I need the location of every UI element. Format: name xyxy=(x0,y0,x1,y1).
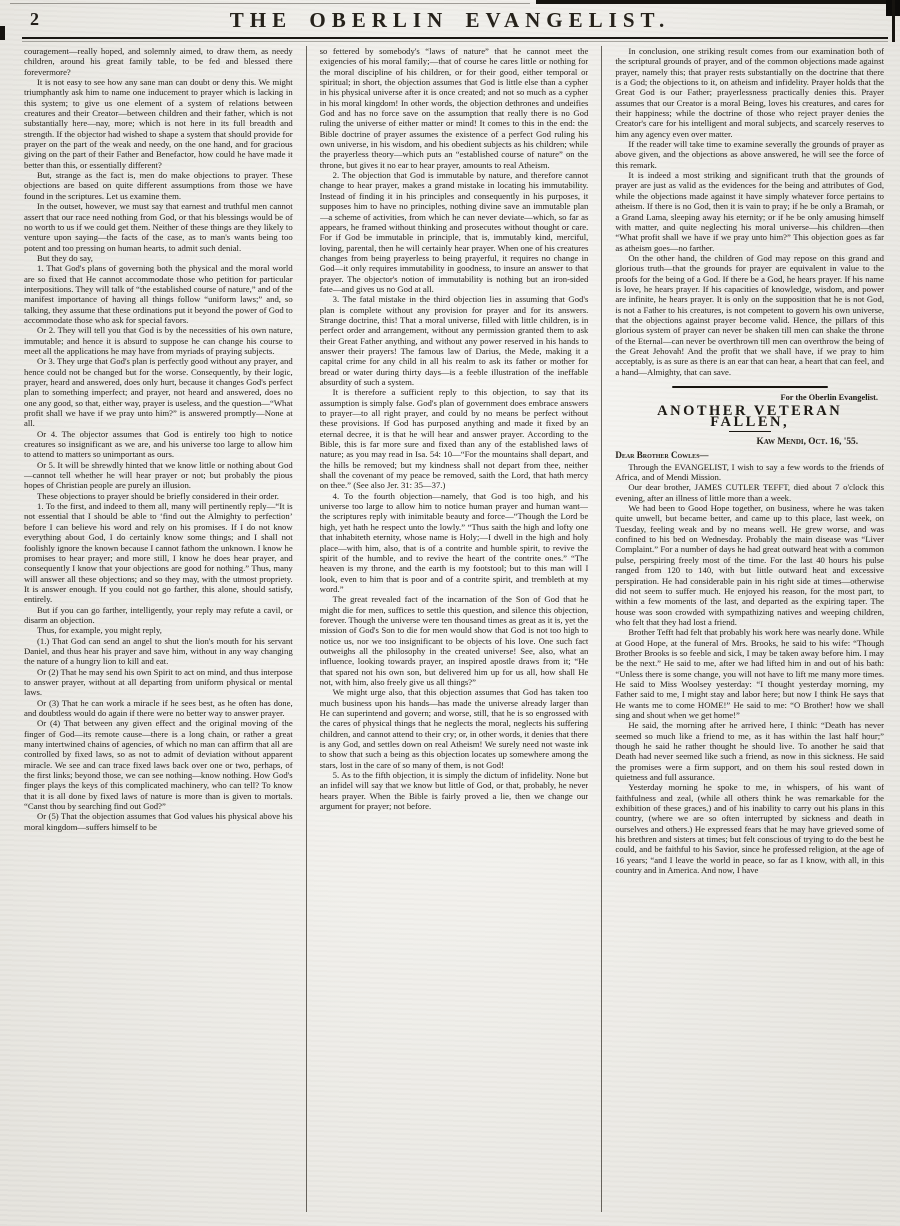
paragraph: We had been to Good Hope together, on business, where he was taken quite unwell, but became better, and came up to this place, last week, on Tuesday, feeling weak and by no means well. He grew worse, and was confined to his bed on Wednesday. Probably the main disease was “Liver Complaint.” For a number of days he had great outward heat with a common pulse, perspiring freely most of the time. For the last 40 hours his pulse ranged from 120 to 140, with but little outward heat and excessive perspiration. He had considerable pain in his right side at times—otherwise did not seem to suffer much. He enjoyed his reason, for the most part, to within a few moments of the last, and departed as the expiring taper. The house was soon crowded with sympathizing natives and weeping children, who felt that they had lost a friend. xyxy=(615,503,885,627)
credit: For the Oberlin Evangelist. xyxy=(780,393,879,402)
paragraph: But if you can go farther, intelligently, your reply may refute a cavil, or disarm an objection. xyxy=(24,604,293,625)
paragraph: He said, the morning after he arrived here, I think: “Death has never seemed so much like a friend to me, as it has within the last half hour;” though he said he rather thought he should live. To another he said that Death had never seemed like such a friend, as now in this sickness. He said the promises were a firm support, and on them his soul rested down in quietness and full assurance. xyxy=(615,720,885,783)
masthead xyxy=(0,0,900,40)
paragraph: Yesterday morning he spoke to me, in whispers, of his want of faithfulness and zeal, (while all others think he was remarkable for the exhibition of these graces,) and of his inability to carry out his plans in this country, (where we are so often interrupted by sickness and death in ourselves and others.) He expressed fears that he may have grieved some of his brethren and sisters at times; but felt conscious of trying to do the best he could, and be faithful to his Savior, since he professed religion, at the age of 16 years; “and I leave the world in peace, so far as I know, with all, in this country and in America. And now, I have xyxy=(615,782,885,876)
masthead-rule xyxy=(22,37,888,39)
masthead-rule-shadow xyxy=(22,41,888,42)
paragraph: 1. To the first, and indeed to them all, many will pertinently reply—“It is not essential that I should be able to ‘find out the Almighty to perfection’ before I can believe his word and rely on his promises. If I do not know everything about God, I do certainly know some things; and I shall not foolishly ignore the known because I cannot fathom the unknown. I know he promises to hear prayer; and more still, I know he does hear prayer, and consequently I know that your objections are good for nothing.” Thus, many will answer all these objections; and so they may, with the utmost propriety. It is answer enough. If you could not go farther, this alone, should satisfy, entirely. xyxy=(24,501,293,605)
paragraph: couragement—really hoped, and solemnly aimed, to draw them, as needy children, around his great family table, to be fed and blessed there forevermore? xyxy=(24,46,293,77)
divider-rule xyxy=(672,386,828,388)
paper-title: THE OBERLIN EVANGELIST. xyxy=(229,8,671,32)
paragraph: 1. That God's plans of governing both the physical and the moral world are so fixed that He cannot accommodate those who petition for particular interpositions. They will talk of “the established course of nature,” and of the manifest importance of having all things follow “uniform laws;” and, so talking, they assume that these ordinations put it beyond the power of God to accommodate those who ask for special favors. xyxy=(24,263,293,325)
paragraph: Through the EVANGELIST, I wish to say a few words to the friends of Africa, and of Mendi Mission. xyxy=(615,461,885,483)
column-1 xyxy=(24,46,293,1214)
paragraph: Or 2. They will tell you that God is by the necessities of his own nature, immutable; and hence it is absurd to suppose he can change his course to meet all the applications he may have from myriads of praying subjects. xyxy=(24,325,293,356)
paragraph: These objections to prayer should be briefly considered in their order. xyxy=(37,490,279,501)
page-number: 2 xyxy=(30,9,39,29)
paragraph: Or (2) That he may send his own Spirit to act on mind, and thus interpose to answer prayer, without at all departing from uniform physical or mental laws. xyxy=(24,666,293,698)
paragraph: Thus, for example, you might reply, xyxy=(37,625,162,636)
paragraph: But, strange as the fact is, men do make objections to prayer. These objections are based on quite different assumptions from those we have found in the scriptures. Let us examine them. xyxy=(24,170,293,201)
column-2 xyxy=(320,46,589,1214)
paragraph: 3. The fatal mistake in the third objection lies in assuming that God's plan is complete without any provision for prayer and for its answers. Strange doctrine, this! That a moral universe, filled with little children, is in perfect order and arrangement, without any permission granted them to ask their Great Father anything, and without any power reserved in his hands to answer their prayers! The famous law of Darius, the Mede, making it a capital crime for any child in all his realm to ask its father or mother for bread or water during thirty days—is a feeble illustration of the ineffable absurdity of such a system. xyxy=(319,294,589,387)
paragraph: But they do say, xyxy=(37,252,93,263)
paragraph: Or 5. It will be shrewdly hinted that we know little or nothing about God—cannot tell whether he will hear prayer or not; but probably the pious hopes of Christian people are purely an illusion. xyxy=(24,459,293,491)
paragraph: (1.) That God can send an angel to shut the lion's mouth for his servant Daniel, and thus hear his prayer and save him, without in any way changing the nature of a hungry lion to kill and eat. xyxy=(24,635,293,667)
dateline: Kaw Mendi, Oct. 16, '55. xyxy=(756,437,859,448)
paragraph: Or (3) That he can work a miracle if he sees best, as he often has done, and doubtless would do again if there were no better way to answer prayer. xyxy=(24,697,293,718)
paragraph: Or (4) That between any given effect and the original moving of the finger of God—its remote cause—there is a long chain, or rather a great many intertwined chains of agencies, of which no man can affirm that all are controlled by fixed laws, so as not to admit of deviation without apparent miracle. We see and can trace fixed laws back over one or two, perhaps, of the first links; beyond those, we can see nothing—know nothing. How God's finger plays the keys of this complicated machinery, who can tell? To know that it is all done by fixed laws of nature is more than is given to mortals. “Canst thou by searching find out God?” xyxy=(24,718,293,812)
paragraph: It is therefore a sufficient reply to this objection, to say that its assumption is simply false. God's plan of government does embrace answers to prayer—to all right prayer, and could by no means be perfect without these provisions. If God has purposed anything and made it fixed by an eternal decree, it is that he will hear and answer prayer. According to the Bible, this is far more sure and fixed than any of the established laws of nature; as you may read in Isa. 54: 10—“For the mountains shall depart, and the hills be removed; but my kindness shall not depart from thee, neither shall the covenant of my peace be removed, saith the Lord, that hath mercy on thee.” (See also Jer. 31: 35—37.) xyxy=(319,387,589,491)
paragraph: 4. To the fourth objection—namely, that God is too high, and his universe too large to allow him to notice human prayer and human want—the scriptures reply with inimitable beauty and force—“Though the Lord be high, yet hath he respect unto the lowly.” “Thus saith the high and lofty one that inhabiteth eternity, whose name is Holy;—I dwell in the high and holy place—with him, also, that is of a contrite and humble spirit, to revive the spirit of the humble, and to revive the heart of the contrite ones.” “The heaven is my throne, and the earth is my footstool; but to this man will I look, even to him that is poor and of a contrite spirit, and trembleth at my word.” xyxy=(319,490,589,594)
salutation: Dear Brother Cowles— xyxy=(615,450,709,461)
column-divider-2 xyxy=(601,46,602,1212)
paragraph: It is not easy to see how any sane man can doubt or deny this. We might triumphantly ask him to name one inducement to prayer which is lacking in this system; to give us one element of a system of relations between creatures and their Creator—between children and their father, which is not substantially here—nay, more; which is not here in its full breadth and strength. If the objector had wished to shape a system that should provide for prayer on the part of the weak and needy, on the one hand, and for gracious giving on the part of their Father and Benefactor, how could he have made it better than this, or essentially different? xyxy=(24,77,293,170)
paragraph: 5. As to the fifth objection, it is simply the dictum of infidelity. None but an infidel will say that we know but little of God, or that, probably, he never hears prayer. When the Bible is fairly proved a lie, then we change our argument for prayer; not before. xyxy=(319,770,589,812)
paragraph: 2. The objection that God is immutable by nature, and therefore cannot change to hear prayer, makes a grand mistake in locating his immutability. Instead of finding it in his principles and consequently in his purposes, it supposes him to have no principles, nothing divine save an immutable plan—a scheme of activities, from which he can never deviate—which, so far as appears, he framed without thinking and prosecutes without thought or care. For if God be immutable in principle, that is, immutably kind, merciful, loving, parental, then he will certainly hear prayer. When one of his creatures changes from being prayerless to being prayerful, it requires no change in God—it only requires immutability in goodness, to insure an answer to that prayer. The objector's notion of immutability is nothing but an iron-sided fate—and gives us no God at all. xyxy=(319,170,589,294)
paragraph: Our dear brother, JAMES CUTLER TEFFT, died about 7 o'clock this evening, after an illness of little more than a week. xyxy=(615,482,885,503)
paragraph: The great revealed fact of the incarnation of the Son of God that he might die for men, suffices to settle this question, and silence this objection, forever. Though the universe were ten thousand times as great as it is, yet the mission of God's Son to die for men would show that God is not too high to notice us, nor we too insignificant to be objects of his love. One such fact outweighs all the philosophy in the created universe! See, also, what an influence, looking towards prayer, an inspired apostle draws from it; “He that spared not his own son, but delivered him up for us all, how shall He not, with him, also freely give us all things?” xyxy=(319,594,589,687)
column-3 xyxy=(615,46,884,1214)
paragraph: Or 3. They urge that God's plan is perfectly good without any prayer, and hence could not be changed but for the worse. Consequently, by their logic, prayer, heard and answered, does only hurt, because it changes God's perfect plan to something imperfect; and prayer, not heard and answered, does no one any good, so that, either way, prayer is useless, and the question—“What profit shall we have if we pray unto him?” is answered promptly—None at all. xyxy=(24,356,293,429)
paragraph: In the outset, however, we must say that earnest and truthful men cannot assert that our race need nothing from God, or that his blessings would be of no worth to us if we could get them. Neither of these things are they likely to venture upon saying—the facts of the case, as to man's wants being too potent and too pressing on human hearts, to admit such denial. xyxy=(24,201,293,253)
paragraph: In conclusion, one striking result comes from our examination both of the scriptural grounds of prayer, and of the common objections made against prayer, namely this; that prayer rests substantially on the doctrine that there is a God; the objections to it, on atheism and infidelity. Prayer holds that the Great God is our Father; prayerlessness practically denies this. Prayer assumes that our Creator is a moral Being, loves his creatures, and cares for their happiness; while the doctrine of those who reject prayer denies the Creator's care for his intelligent and moral subjects, and scarcely reserves to him any agency even over matter. xyxy=(615,46,885,139)
column-divider-1 xyxy=(306,46,307,1212)
paragraph: so fettered by somebody's “laws of nature” that he cannot meet the exigencies of his moral family;—that of course he cares little or nothing for the moral discipline of his children, or for their good, either temporal or spiritual; in short, the objection assumes that God is little else than a cypher in his physical universe after it is once created; and not so much as a cypher in his moral kingdom! In other words, the objection dethrones and undeifies God and has no force save on the assumption that really there is no God ruling the universe of either matter or mind! It comes to this in the end: the Bible doctrine of prayer assumes the existence of a perfect God ruling his own universe, in his wisdom, and his obedient subjects as his children; while the prayerless theory—which puts an “established course of nature” on the throne, but gives it no ear to hear prayer, amounts to real Atheism. xyxy=(319,46,589,170)
paragraph: Brother Tefft had felt that probably his work here was nearly done. While at Good Hope, at the funeral of Mrs. Brooks, he said to his wife: “Though Brother Brooks is so feeble and sick, I may be taken away before him. I may be the next.” He said to me, after we had lifted him in and out of his bath: “Unless there is some change, you will not have to lift me many more times. He said to Miss Woolsey yesterday: “I thought yesterday morning, my Father said to me, I might stay and labor here; but now I think He says that He wants me to come HOME!” He said to me: “O Brother! how we shall sing and shout when we get home!” xyxy=(615,627,885,720)
divider-rule xyxy=(729,431,771,432)
paragraph: We might urge also, that this objection assumes that God has taken too much business upon his hands—has made the universe already larger than He can superintend and govern; and worse, still, that he is so engrossed with the cares of physical things that he neglects the moral, neglects his suffering children, and cannot attend to their cry; or, in other words, it denies that there is any God, and settles down on real Atheism! We surely need not waste ink to show that such a being as this objection locates up somewhere among the stars, lost in the care of so many of them, is not God! xyxy=(319,687,589,770)
headline: ANOTHER VETERAN FALLEN, xyxy=(657,403,843,430)
paragraph: Or (5) That the objection assumes that God values his physical above his moral kingdom—suffers himself to be xyxy=(24,811,293,832)
article-columns xyxy=(24,46,884,1214)
paragraph: If the reader will take time to examine severally the grounds of prayer as above given, and the objections as above answered, he will see the force of this remark. xyxy=(615,139,885,170)
paragraph: Or 4. The objector assumes that God is entirely too high to notice creatures so insignificant as we are, and his universe too large to allow him to attend to matters so unimportant as ours. xyxy=(24,428,293,460)
paragraph: It is indeed a most striking and significant truth that the grounds of prayer are just as valid as the evidences for the being and attributes of God, while the objections made against it have simply whatever force pertains to atheism. If there is no God, then it is vain to pray; if he be only a Bramah, or a Grand Lama, sleeping away his eternity; or if he be only amusing himself with matter, and quite neglecting his moral universe—his children—then “What profit shall we have if we pray unto him?” This objection goes as far as atheism goes—no farther. xyxy=(615,170,885,253)
paragraph: On the other hand, the children of God may repose on this grand and glorious truth—that the grounds for prayer are equivalent in value to the proofs for the being of a God. If there be a God, he hears prayer. If his name is love, he hears prayer. If his capacities of knowledge, wisdom, and power are infinite, he hears prayer. It is only on the supposition that he is not God, is not a Father to his creatures, is not competent to govern his own universe, that the objections against prayer become valid. Hence, the pillars of this glorious system of prayer can never be shaken till men can shake the throne of the Eternal—can never be overthrown till men can overthrow the being of the Great Jehovah! And the profit that we shall have, if we pray to him acceptably, is as sure as there is an ear that can hear, a heart that can feel, and a hand—Almighty, that can save. xyxy=(615,252,885,377)
